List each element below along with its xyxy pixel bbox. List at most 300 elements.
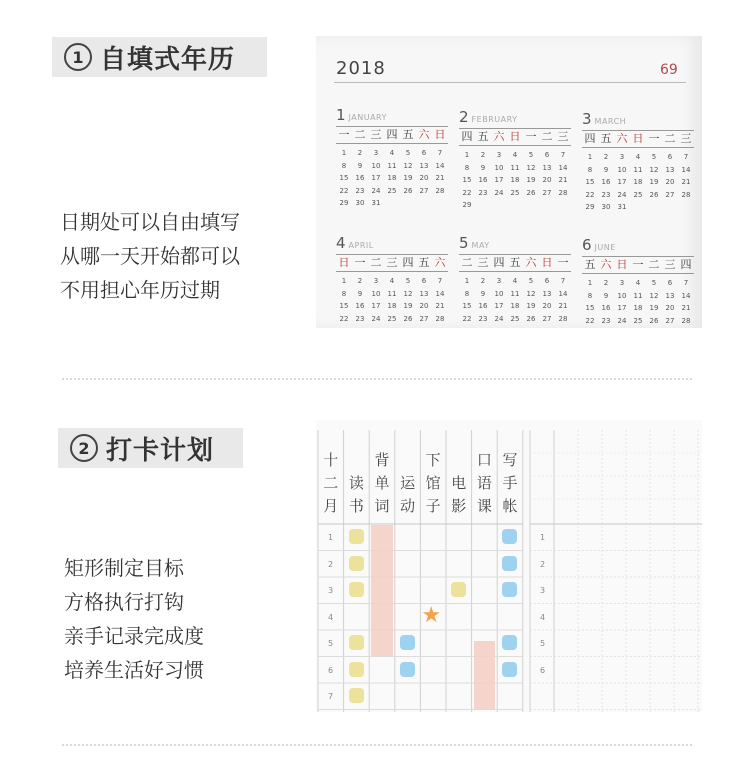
date-cell[interactable]: 24 <box>617 190 627 199</box>
date-cell[interactable]: 13 <box>419 161 429 170</box>
date-cell[interactable]: 16 <box>478 302 488 311</box>
date-cell[interactable]: 2 <box>480 277 486 285</box>
date-cell[interactable] <box>539 199 555 212</box>
date-cell[interactable]: 1 <box>341 149 347 157</box>
date-row <box>582 176 694 189</box>
month-number: 6 <box>582 236 592 254</box>
date-cell[interactable]: 4 <box>635 279 641 287</box>
date-cell[interactable]: 30 <box>355 199 365 208</box>
habit-check-dot[interactable] <box>502 662 517 677</box>
date-cell[interactable]: 27 <box>419 186 429 195</box>
date-cell[interactable]: 21 <box>558 302 568 311</box>
date-cell[interactable]: 21 <box>435 174 445 183</box>
date-cell[interactable]: 2 <box>480 151 486 159</box>
date-cell[interactable]: 25 <box>510 314 520 323</box>
date-cell[interactable]: 15 <box>462 302 472 311</box>
date-cell[interactable]: 14 <box>435 161 445 170</box>
date-cell[interactable]: 9 <box>603 291 609 300</box>
date-cell[interactable]: 3 <box>496 277 502 285</box>
header-char: 二 <box>323 474 339 492</box>
date-row <box>582 290 694 303</box>
date-cell[interactable]: 26 <box>403 186 413 195</box>
date-cell[interactable]: 18 <box>633 304 643 313</box>
weekday-label: 一 <box>525 130 537 143</box>
date-cell[interactable]: 14 <box>435 289 445 298</box>
date-cell[interactable]: 23 <box>355 314 365 323</box>
habit-check-dot[interactable] <box>349 582 364 597</box>
header-char: 影 <box>451 497 467 515</box>
habit-check-dot[interactable] <box>502 582 517 597</box>
date-cell[interactable]: 11 <box>633 291 643 300</box>
date-row <box>459 300 571 313</box>
date-cell[interactable]: 13 <box>542 289 552 298</box>
date-cell[interactable]: 8 <box>587 165 593 174</box>
section-1-description <box>60 205 240 307</box>
date-cell[interactable]: 13 <box>419 289 429 298</box>
habit-check-dot[interactable] <box>349 529 364 544</box>
date-cell[interactable]: 16 <box>355 174 365 183</box>
date-cell[interactable]: 24 <box>494 188 504 197</box>
date-cell[interactable]: 26 <box>649 316 659 325</box>
date-cell[interactable]: 4 <box>389 149 395 157</box>
date-cell[interactable]: 10 <box>494 289 504 298</box>
date-row <box>582 277 694 290</box>
date-cell[interactable]: 17 <box>371 174 381 183</box>
date-cell[interactable]: 4 <box>389 277 395 285</box>
date-cell[interactable]: 23 <box>601 190 611 199</box>
date-cell[interactable] <box>475 199 491 212</box>
date-cell[interactable]: 27 <box>542 314 552 323</box>
date-cell[interactable]: 17 <box>617 178 627 187</box>
date-row <box>582 201 694 214</box>
date-cell[interactable]: 22 <box>462 188 472 197</box>
header-char: 写 <box>502 451 518 469</box>
date-cell[interactable]: 9 <box>357 161 363 170</box>
date-cell[interactable]: 5 <box>651 279 657 287</box>
date-cell[interactable]: 29 <box>339 199 349 208</box>
date-cell[interactable]: 16 <box>355 302 365 311</box>
tracker-row-number: 1 <box>327 533 334 542</box>
tracker-row-number-right: 2 <box>539 559 546 569</box>
star-sticker-icon: ★ <box>421 602 442 628</box>
weekday-label: 日 <box>434 128 446 141</box>
habit-check-dot[interactable] <box>349 662 364 677</box>
date-cell[interactable]: 3 <box>619 153 625 161</box>
date-cell[interactable]: 7 <box>560 277 566 285</box>
date-cell[interactable]: 19 <box>649 304 659 313</box>
date-cell[interactable]: 7 <box>437 149 443 157</box>
date-cell[interactable]: 19 <box>403 174 413 183</box>
date-cell[interactable]: 5 <box>405 277 411 285</box>
header-char: 电 <box>451 474 467 492</box>
date-cell[interactable]: 31 <box>371 199 381 208</box>
date-cell[interactable]: 29 <box>462 201 472 210</box>
date-cell[interactable]: 24 <box>371 314 381 323</box>
date-cell[interactable]: 19 <box>403 302 413 311</box>
date-cell[interactable]: 2 <box>603 153 609 161</box>
weekday-label: 六 <box>418 128 430 141</box>
date-cell[interactable]: 24 <box>617 316 627 325</box>
date-cell[interactable] <box>432 197 448 210</box>
habit-check-dot[interactable] <box>502 529 517 544</box>
date-cell[interactable]: 16 <box>601 178 611 187</box>
date-cell[interactable]: 4 <box>635 153 641 161</box>
weekday-label: 三 <box>557 130 569 143</box>
date-cell[interactable]: 2 <box>603 279 609 287</box>
weekday-row <box>582 130 694 148</box>
header-char: 帐 <box>502 497 518 515</box>
date-cell[interactable]: 20 <box>419 302 429 311</box>
date-cell[interactable]: 23 <box>478 314 488 323</box>
date-cell[interactable]: 27 <box>665 190 675 199</box>
date-cell[interactable]: 20 <box>419 174 429 183</box>
weekday-label: 六 <box>616 132 628 145</box>
date-cell[interactable]: 10 <box>494 163 504 172</box>
date-row <box>459 149 571 162</box>
date-cell[interactable] <box>491 199 507 212</box>
date-cell[interactable]: 13 <box>665 165 675 174</box>
header-char: 课 <box>476 497 492 515</box>
date-cell[interactable]: 25 <box>633 190 643 199</box>
habit-check-dot[interactable] <box>349 688 364 703</box>
date-cell[interactable]: 26 <box>403 314 413 323</box>
date-cell[interactable]: 6 <box>544 151 550 159</box>
date-cell[interactable]: 19 <box>526 176 536 185</box>
date-cell[interactable]: 25 <box>387 314 397 323</box>
weekday-label: 三 <box>477 256 489 269</box>
section-2-desc-line: 矩形制定目标 <box>64 556 184 580</box>
date-cell[interactable]: 23 <box>601 316 611 325</box>
tracker-column-header <box>344 472 369 518</box>
date-cell[interactable]: 15 <box>339 174 349 183</box>
date-cell[interactable]: 31 <box>617 203 627 212</box>
date-cell[interactable]: 12 <box>649 165 659 174</box>
date-cell[interactable]: 5 <box>528 277 534 285</box>
date-row <box>459 174 571 187</box>
weekday-label: 二 <box>648 258 660 271</box>
weekday-label: 三 <box>370 128 382 141</box>
date-cell[interactable]: 15 <box>585 304 595 313</box>
header-char: 口 <box>476 451 492 469</box>
date-cell[interactable]: 12 <box>403 161 413 170</box>
habit-check-dot[interactable] <box>502 635 517 650</box>
date-cell[interactable]: 24 <box>371 186 381 195</box>
date-cell[interactable]: 5 <box>405 149 411 157</box>
date-cell[interactable]: 5 <box>651 153 657 161</box>
date-row <box>459 313 571 326</box>
habit-check-dot[interactable] <box>349 556 364 571</box>
date-cell[interactable]: 21 <box>435 302 445 311</box>
date-cell[interactable]: 18 <box>387 302 397 311</box>
weekday-row <box>336 254 448 272</box>
date-cell[interactable]: 14 <box>558 163 568 172</box>
weekday-label: 一 <box>557 256 569 269</box>
month-name: JANUARY <box>348 113 387 122</box>
header-char: 单 <box>374 474 390 492</box>
date-cell[interactable] <box>646 201 662 214</box>
date-cell[interactable]: 10 <box>617 291 627 300</box>
weekday-label: 五 <box>477 130 489 143</box>
date-cell[interactable]: 28 <box>558 314 568 323</box>
date-cell[interactable]: 12 <box>403 289 413 298</box>
date-cell[interactable]: 1 <box>464 277 470 285</box>
date-cell[interactable]: 23 <box>478 188 488 197</box>
date-cell[interactable]: 1 <box>464 151 470 159</box>
date-cell[interactable]: 28 <box>435 314 445 323</box>
date-cell[interactable]: 6 <box>421 277 427 285</box>
calendar-month <box>582 236 694 327</box>
date-row <box>582 302 694 315</box>
date-cell[interactable]: 15 <box>339 302 349 311</box>
calendar-month <box>459 108 571 212</box>
date-cell[interactable]: 23 <box>355 186 365 195</box>
date-cell[interactable] <box>507 199 523 212</box>
date-cell[interactable]: 20 <box>665 304 675 313</box>
weekday-label: 日 <box>338 256 350 269</box>
date-cell[interactable]: 4 <box>512 151 518 159</box>
date-cell[interactable]: 27 <box>665 316 675 325</box>
weekday-row <box>459 128 571 146</box>
weekday-label: 六 <box>493 130 505 143</box>
habit-check-dot[interactable] <box>400 635 415 650</box>
date-cell[interactable]: 18 <box>387 174 397 183</box>
date-cell[interactable]: 17 <box>494 176 504 185</box>
month-heading <box>336 106 448 124</box>
weekday-label: 六 <box>525 256 537 269</box>
date-cell[interactable]: 25 <box>633 316 643 325</box>
weekday-label: 一 <box>632 258 644 271</box>
date-cell[interactable] <box>416 197 432 210</box>
date-cell[interactable]: 9 <box>357 289 363 298</box>
tracker-column-header <box>395 472 420 518</box>
section-2-desc-line: 方格执行打钩 <box>64 590 184 614</box>
date-cell[interactable]: 26 <box>649 190 659 199</box>
date-cell[interactable]: 9 <box>603 165 609 174</box>
habit-check-dot[interactable] <box>400 662 415 677</box>
date-cell[interactable]: 3 <box>373 277 379 285</box>
date-cell[interactable]: 28 <box>435 186 445 195</box>
date-row <box>459 288 571 301</box>
date-row <box>336 300 448 313</box>
date-cell[interactable]: 14 <box>681 165 691 174</box>
month-number: 2 <box>459 108 469 126</box>
date-cell[interactable]: 22 <box>339 186 349 195</box>
header-char: 读 <box>348 474 364 492</box>
date-cell[interactable]: 17 <box>494 302 504 311</box>
date-cell[interactable]: 21 <box>681 178 691 187</box>
date-cell[interactable] <box>678 201 694 214</box>
date-cell[interactable]: 9 <box>480 289 486 298</box>
date-cell[interactable]: 8 <box>341 161 347 170</box>
weekday-label: 三 <box>664 258 676 271</box>
weekday-label: 四 <box>493 256 505 269</box>
habit-check-dot[interactable] <box>349 635 364 650</box>
date-cell[interactable]: 25 <box>510 188 520 197</box>
month-name: JUNE <box>594 243 616 252</box>
section-2-heading <box>58 428 243 468</box>
date-cell[interactable]: 18 <box>633 178 643 187</box>
date-cell[interactable]: 22 <box>462 314 472 323</box>
date-cell[interactable]: 12 <box>526 163 536 172</box>
month-heading <box>459 234 571 252</box>
date-cell[interactable]: 3 <box>619 279 625 287</box>
date-cell[interactable]: 21 <box>681 304 691 313</box>
calendar-month <box>336 106 448 210</box>
bottom-divider <box>62 744 692 746</box>
date-row <box>336 313 448 326</box>
weekday-label: 二 <box>541 130 553 143</box>
completion-bar <box>474 641 496 710</box>
date-cell[interactable]: 14 <box>681 291 691 300</box>
date-cell[interactable] <box>523 199 539 212</box>
date-row <box>336 185 448 198</box>
date-cell[interactable]: 28 <box>681 316 691 325</box>
tracker-column-header <box>421 449 446 518</box>
weekday-label: 一 <box>648 132 660 145</box>
tracker-row-number-right: 5 <box>539 639 546 648</box>
date-cell[interactable]: 11 <box>510 163 520 172</box>
date-cell[interactable]: 13 <box>542 163 552 172</box>
date-row <box>336 275 448 288</box>
date-cell[interactable]: 16 <box>601 304 611 313</box>
weekday-label: 二 <box>461 256 473 269</box>
weekday-label: 六 <box>434 256 446 269</box>
date-row <box>336 172 448 185</box>
month-heading <box>582 236 694 254</box>
date-cell[interactable]: 6 <box>421 149 427 157</box>
date-cell[interactable]: 28 <box>681 190 691 199</box>
date-cell[interactable]: 19 <box>649 178 659 187</box>
date-cell[interactable] <box>384 197 400 210</box>
date-cell[interactable]: 2 <box>357 149 363 157</box>
tracker-row-number: 3 <box>327 586 334 595</box>
date-cell[interactable]: 4 <box>512 277 518 285</box>
date-cell[interactable]: 20 <box>542 302 552 311</box>
weekday-label: 五 <box>509 256 521 269</box>
date-cell[interactable]: 7 <box>683 279 689 287</box>
tracker-column-header <box>446 472 471 518</box>
section-2-title: 打卡计划 <box>106 435 215 466</box>
date-cell[interactable]: 1 <box>587 279 593 287</box>
date-cell[interactable]: 26 <box>526 188 536 197</box>
date-cell[interactable]: 16 <box>478 176 488 185</box>
date-cell[interactable]: 27 <box>542 188 552 197</box>
habit-check-dot[interactable] <box>451 582 466 597</box>
date-cell[interactable]: 17 <box>617 304 627 313</box>
date-cell[interactable]: 20 <box>665 178 675 187</box>
date-cell[interactable]: 1 <box>341 277 347 285</box>
date-cell[interactable]: 15 <box>585 178 595 187</box>
date-cell[interactable]: 8 <box>341 289 347 298</box>
weekday-label: 四 <box>402 256 414 269</box>
date-cell[interactable]: 28 <box>558 188 568 197</box>
date-cell[interactable]: 10 <box>371 161 381 170</box>
date-cell[interactable]: 12 <box>526 289 536 298</box>
tracker-column-header <box>472 449 497 518</box>
date-cell[interactable]: 2 <box>357 277 363 285</box>
date-cell[interactable]: 22 <box>339 314 349 323</box>
date-cell[interactable]: 7 <box>437 277 443 285</box>
date-cell[interactable]: 29 <box>585 203 595 212</box>
date-cell[interactable]: 27 <box>419 314 429 323</box>
habit-check-dot[interactable] <box>502 556 517 571</box>
date-cell[interactable]: 13 <box>665 291 675 300</box>
weekday-label: 五 <box>402 128 414 141</box>
section-1-desc-line: 不用担心年历过期 <box>60 278 220 302</box>
date-cell[interactable]: 22 <box>585 190 595 199</box>
weekday-row <box>336 126 448 144</box>
date-cell[interactable]: 8 <box>587 291 593 300</box>
tracker-row-number-right: 6 <box>539 665 546 675</box>
date-cell[interactable]: 8 <box>464 289 470 298</box>
header-char: 十 <box>323 451 339 469</box>
date-cell[interactable]: 24 <box>494 314 504 323</box>
date-cell[interactable]: 8 <box>464 163 470 172</box>
date-cell[interactable]: 20 <box>542 176 552 185</box>
month-number: 5 <box>459 234 469 252</box>
date-cell[interactable]: 26 <box>526 314 536 323</box>
calendar-year: 2018 <box>336 58 386 79</box>
month-name: FEBRUARY <box>471 115 518 124</box>
month-heading <box>336 234 448 252</box>
date-row <box>336 147 448 160</box>
date-cell[interactable]: 11 <box>387 161 397 170</box>
completion-bar <box>371 525 393 656</box>
header-char: 词 <box>374 497 390 515</box>
month-number: 3 <box>582 110 592 128</box>
date-cell[interactable] <box>555 199 571 212</box>
date-cell[interactable]: 18 <box>510 302 520 311</box>
tracker-column-header <box>370 449 395 518</box>
date-cell[interactable]: 11 <box>633 165 643 174</box>
date-cell[interactable]: 3 <box>373 149 379 157</box>
date-cell[interactable]: 6 <box>667 153 673 161</box>
month-number: 4 <box>336 234 346 252</box>
date-cell[interactable]: 11 <box>387 289 397 298</box>
date-cell[interactable]: 9 <box>480 163 486 172</box>
date-cell[interactable]: 7 <box>683 153 689 161</box>
date-cell[interactable]: 10 <box>371 289 381 298</box>
date-cell[interactable]: 3 <box>496 151 502 159</box>
date-cell[interactable]: 18 <box>510 176 520 185</box>
month-name: MAY <box>471 241 490 250</box>
date-cell[interactable]: 22 <box>585 316 595 325</box>
date-cell[interactable]: 15 <box>462 176 472 185</box>
date-cell[interactable]: 30 <box>601 203 611 212</box>
weekday-row <box>582 256 694 274</box>
date-cell[interactable] <box>630 201 646 214</box>
date-cell[interactable]: 10 <box>617 165 627 174</box>
month-heading <box>582 110 694 128</box>
header-char: 动 <box>400 497 416 515</box>
weekday-label: 四 <box>386 128 398 141</box>
date-cell[interactable]: 17 <box>371 302 381 311</box>
date-cell[interactable]: 6 <box>544 277 550 285</box>
date-cell[interactable]: 6 <box>667 279 673 287</box>
date-cell[interactable]: 1 <box>587 153 593 161</box>
tracker-row-number: 5 <box>327 639 334 648</box>
date-cell[interactable]: 11 <box>510 289 520 298</box>
date-cell[interactable]: 5 <box>528 151 534 159</box>
date-cell[interactable] <box>400 197 416 210</box>
date-cell[interactable] <box>662 201 678 214</box>
date-cell[interactable]: 7 <box>560 151 566 159</box>
date-cell[interactable]: 25 <box>387 186 397 195</box>
date-cell[interactable]: 14 <box>558 289 568 298</box>
date-cell[interactable]: 21 <box>558 176 568 185</box>
date-cell[interactable]: 19 <box>526 302 536 311</box>
date-cell[interactable]: 12 <box>649 291 659 300</box>
